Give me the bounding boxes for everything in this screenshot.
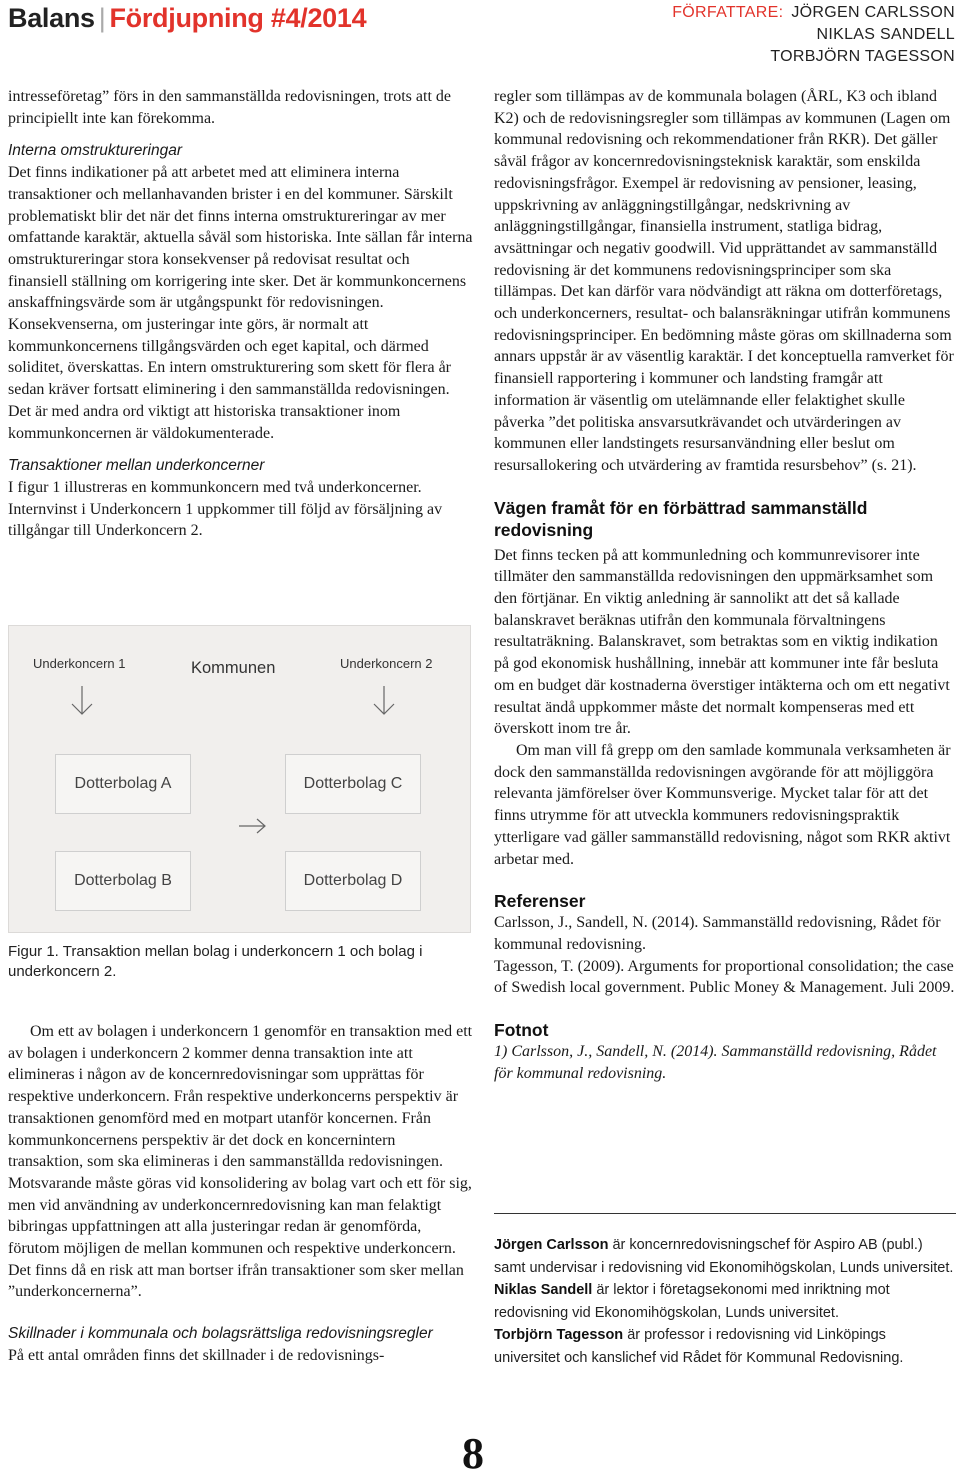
paragraph: Det finns tecken på att kommunledning och kommunrevisorer inte tillmäter den sammanställda redovisningen den uppmärksamhet som den förtjänar. En viktig anledning är sannolikt att det så kallade balanskravet beräknas utifrån den kommunala förvaltningens resultaträkning. Balanskravet, som betraktas som en viktig indikation på god ekonomisk hushållning, innebär att kommuner inte får besluta om en budget där kostnaderna överstiger intäkterna och om ett negativt resultat ändå uppkommer måste det normalt kompenseras med ett överskott inom tre år. [494, 546, 950, 738]
bio-name: Niklas Sandell [494, 1282, 593, 1298]
author-name: TORBJÖRN TAGESSON [770, 48, 955, 65]
bio-name: Jörgen Carlsson [494, 1237, 609, 1253]
subheading-interna: Interna omstruktureringar [8, 142, 183, 160]
bio-text: är koncernredovisningschef för Aspiro AB (publ.) samt undervisar i redovisning vid Ekonomihögskolan, Lunds universitet. [494, 1237, 954, 1276]
bio-text: är lektor i företagsekonomi med inriktning mot redovisning vid Ekonomihögskolan, Lunds universitet. [494, 1282, 890, 1321]
reference-item: Tagesson, T. (2009). Arguments for proportional consolidation; the case of Swedish local government. Public Money & Management. Juli 2009. [494, 957, 955, 997]
author-name: JÖRGEN CARLSSON [791, 4, 955, 21]
authors-block [672, 2, 955, 68]
authors-label: FÖRFATTARE: [672, 4, 784, 21]
section-heading-vagen: Vägen framåt för en förbättrad sammanställd redovisning [494, 497, 868, 540]
subheading-skillnader: Skillnader i kommunala och bolagsrättsliga redovisningsregler [8, 1325, 433, 1343]
figure-1 [8, 625, 471, 933]
author-name: NIKLAS SANDELL [816, 26, 955, 43]
section-heading-referenser: Referenser [494, 891, 586, 912]
figure-caption: Figur 1. Transaktion mellan bolag i underkoncern 1 och bolag i underkoncern 2. [8, 943, 423, 980]
paragraph: regler som tillämpas av de kommunala bolagen (ÅRL, K3 och ibland K2) och de redovisningsregler som tillämpas av kommunen (Lagen om kommunal redovisning och rekommendationer från RKR). Det gäller såväl frågor av koncernredovisningsteknisk karaktär, som enskilda redovisningsfrågor. Exempel är redovisning av pensioner, leasing, uppskrivning av anläggningstillgångar, nedskrivning av anläggningstillgångar, finansiella instrument, statliga bidrag, avsättningar och negativ goodwill. Vid upprättandet av sammanställd redovisning är det kommunens redovisningsprinciper som ska tillämpas. Det kan därför vara nödvändigt att räkna om dotterföretags, och underkoncerners, resultat- och balansräkningar utifrån kommunens redovisningsprinciper. En bedömning måste göras om skillnaderna som annars uppstår är av väsentlig karaktär. I det konceptuella ramverket för finansiell rapportering i kommuner och landsting framgår att information är väsentlig om utelämnande eller felaktighet skulle påverka ”det politiska ansvarsutkrävandet och utvärderingen av kommunen eller landstingets resursanvändning eller beslut om resursallokering och utvärdering av framtida resursbehov” (s. 21). [494, 88, 954, 474]
paragraph: intresseföretag” förs in den sammanställda redovisningen, trots att de principiellt inte kan förekomma. [8, 88, 451, 127]
label-underkoncern-2: Underkoncern 2 [340, 656, 433, 671]
box-dotterbolag-c: Dotterbolag C [285, 754, 421, 814]
masthead [8, 1, 366, 35]
bio-name: Torbjörn Tagesson [494, 1327, 624, 1343]
masthead-separator: | [98, 3, 106, 33]
reference-item: Carlsson, J., Sandell, N. (2014). Sammanställd redovisning, Rådet för kommunal redovisning. [494, 914, 941, 953]
label-kommunen: Kommunen [191, 659, 276, 677]
brand-name: Balans [8, 3, 95, 33]
section-heading-fotnot: Fotnot [494, 1020, 549, 1041]
footnote: 1) Carlsson, J., Sandell, N. (2014). Sammanställd redovisning, Rådet för kommunal redovisning. [494, 1043, 937, 1082]
paragraph: I figur 1 illustreras en kommunkoncern med två underkoncerner. Internvinst i Underkoncern 1 uppkommer till följd av försäljning av tillgångar till Underkoncern 2. [8, 478, 443, 540]
box-dotterbolag-b: Dotterbolag B [55, 851, 191, 911]
page-number: 8 [462, 1429, 484, 1478]
box-dotterbolag-a: Dotterbolag A [55, 754, 191, 814]
paragraph: På ett antal områden finns det skillnader i de redovisnings- [8, 1346, 385, 1364]
author-bios [494, 1213, 956, 1369]
bio-sandell [494, 1279, 956, 1324]
left-column-lower [8, 1021, 473, 1367]
bio-text: är professor i redovisning vid Linköpings universitet och kanslichef vid Rådet för Kommunal Redovisning. [494, 1327, 904, 1366]
label-underkoncern-1: Underkoncern 1 [33, 656, 126, 671]
paragraph: Om ett av bolagen i underkoncern 1 genomför en transaktion med ett av bolagen i underkoncern 2 kommer denna transaktion inte att elimineras i någon av de koncernredovisningar som upprättas för respektive underkoncern. Från respektive underkoncerns perspektiv är transaktionen genomförd med en motpart utanför koncernen. Från kommunkoncernens perspektiv är det dock en koncernintern transaktion, som ska elimineras i den sammanställda redovisningen. Motsvarande måste göras vid konsolidering av bolag vart och ett för sig, men vid användning av underkoncernredovisning kan man felaktigt bibringas uppfattningen att alla justeringar redan är genomförda, förutom möjligen de mellan kommunen och respektive underkoncern. Det finns då en risk att man bortser ifrån transaktioner som sker mellan ”underkoncernerna”. [8, 1023, 473, 1301]
paragraph: Om man vill få grepp om den samlade kommunala verksamheten är dock den sammanställda redovisningen avgörande för att möjliggöra relevanta jämförelser över Kommunsverige. Mycket talar för att det finns utrymme för att utveckla kommuners redovisningspraktik ytterligare vad gäller sammanställd redovisning, något som RKR aktivt arbetar med. [494, 741, 951, 868]
right-column [494, 86, 956, 1084]
bio-carlsson [494, 1234, 956, 1279]
left-column-upper [8, 86, 473, 542]
subheading-transaktioner: Transaktioner mellan underkoncerner [8, 457, 265, 475]
box-dotterbolag-d: Dotterbolag D [285, 851, 421, 911]
paragraph: Det finns indikationer på att arbetet med att eliminera interna transaktioner och mellanhavanden brister i en del kommuner. Särskilt problematiskt blir det när det finns interna omstruktureringar av mer omfattande karaktär, aktuella såväl som historiska. Inte sällan får interna omstruktureringar stora konsekvenser på redovisat resultat och finansiell ställning om korrigering inte sker. Det är kommunkoncernens anskaffningsvärde som är utgångspunkt för redovisningen. Konsekvenserna, om justeringar inte görs, är normalt att kommunkoncernens tillgångsvärden och eget kapital, och därmed soliditet, överskattas. En intern omstrukturering som skett för flera år sedan kräver fortsatt eliminering i den sammanställda redovisningen. Det är med andra ord viktigt att historiska transaktioner inom kommunkoncernen är väldokumenterade. [8, 164, 473, 442]
bio-tagesson [494, 1324, 956, 1369]
issue-label: Fördjupning #4/2014 [109, 3, 367, 33]
